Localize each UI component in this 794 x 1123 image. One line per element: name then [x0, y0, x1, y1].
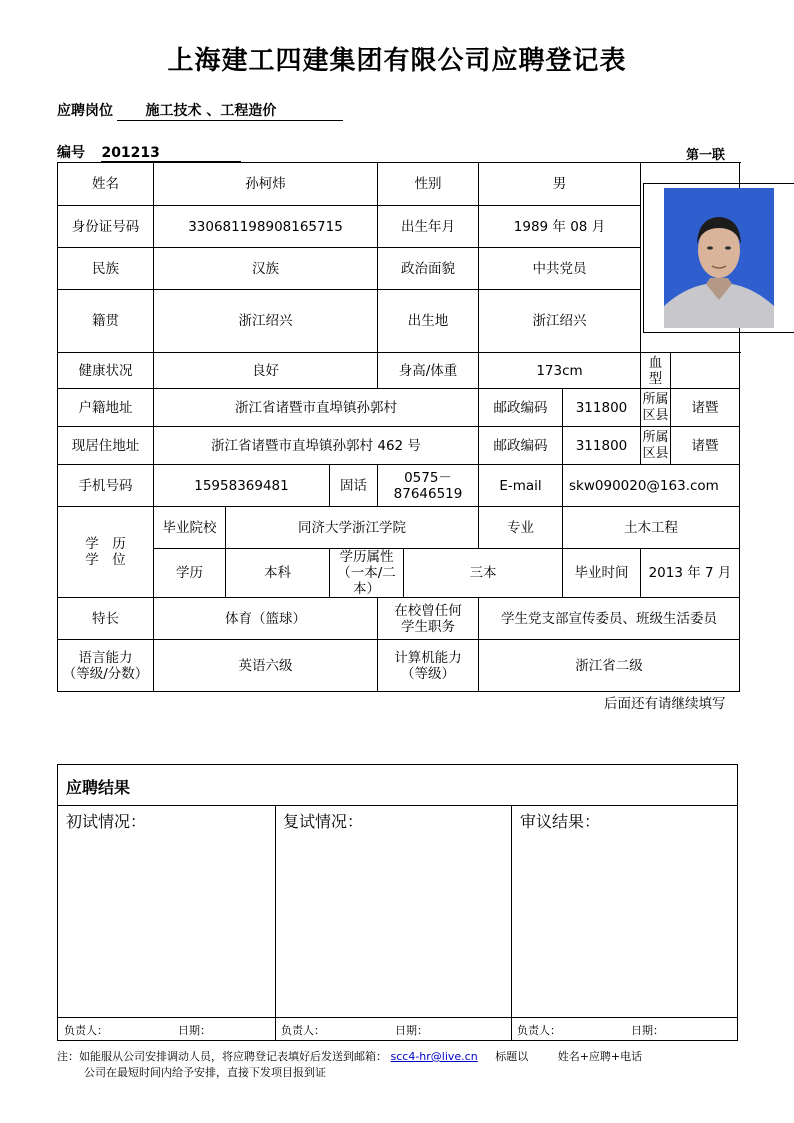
degree-type-label-1: 学历属性: [339, 549, 394, 565]
post-label-1: 在校曾任何: [394, 602, 462, 619]
continue-note: 后面还有请继续填写: [604, 696, 726, 712]
ethnic-label: 民族: [58, 248, 154, 290]
position-row: [57, 100, 343, 121]
lang-value[interactable]: 英语六级: [154, 640, 378, 692]
hukou-postcode-value[interactable]: 311800: [563, 389, 641, 427]
grad-label: 毕业时间: [563, 549, 641, 598]
post-label-2: 学生职务: [401, 618, 455, 635]
skill-label: 特长: [58, 598, 154, 640]
second-interview-label: 复试情况：: [283, 812, 364, 831]
person-label-2: 负责人：: [281, 1024, 325, 1037]
hukou-district-value[interactable]: 诸暨: [671, 389, 740, 427]
computer-value[interactable]: 浙江省二级: [479, 640, 740, 692]
school-value[interactable]: 同济大学浙江学院: [226, 507, 479, 549]
degree-type-label-2: （一本/二本）: [337, 565, 396, 597]
address-postcode-label: 邮政编码: [479, 427, 563, 465]
result-divider: [58, 805, 737, 806]
footer-note-line2: 公司在最短时间内给予安排，直接下发项目报到证: [84, 1066, 326, 1079]
health-label: 健康状况: [58, 353, 154, 389]
tel-value[interactable]: 0575－87646519: [378, 465, 479, 507]
computer-label: [378, 640, 479, 692]
lang-label-1: 语言能力: [78, 649, 133, 666]
birthplace-value[interactable]: 浙江绍兴: [479, 290, 641, 353]
native-label: 籍贯: [58, 290, 154, 353]
address-value[interactable]: 浙江省诸暨市直埠镇孙郭村 462 号: [154, 427, 479, 465]
id-label: 身份证号码: [58, 206, 154, 248]
politics-value[interactable]: 中共党员: [479, 248, 641, 290]
lang-label-2: （等级/分数）: [62, 665, 149, 682]
date-label-2: 日期：: [395, 1024, 428, 1037]
email-label: E-mail: [479, 465, 563, 507]
post-value[interactable]: 学生党支部宣传委员、班级生活委员: [479, 598, 740, 640]
gender-value[interactable]: 男: [479, 163, 641, 206]
first-interview-label: 初试情况：: [66, 812, 147, 831]
education-label: [58, 507, 154, 598]
number-value[interactable]: 201213: [101, 145, 241, 162]
tel-label: 固话: [330, 465, 378, 507]
photo-cell: [641, 163, 740, 353]
ethnic-value[interactable]: 汉族: [154, 248, 378, 290]
position-label: 应聘岗位: [57, 103, 113, 119]
skill-value[interactable]: 体育（篮球）: [154, 598, 378, 640]
education-label-2: 学 位: [85, 552, 126, 568]
number-row: [57, 142, 241, 162]
photo-frame: [643, 183, 794, 333]
footer-divider: [58, 1017, 737, 1018]
gender-label: 性别: [378, 163, 479, 206]
computer-label-1: 计算机能力: [394, 649, 462, 666]
politics-label: 政治面貌: [378, 248, 479, 290]
school-label: 毕业院校: [154, 507, 226, 549]
review-result-label: 审议结果：: [520, 812, 601, 831]
major-value[interactable]: 土木工程: [563, 507, 740, 549]
column-divider-2: [511, 805, 512, 1040]
hukou-value[interactable]: 浙江省诸暨市直埠镇孙郭村: [154, 389, 479, 427]
address-district-value[interactable]: 诸暨: [671, 427, 740, 465]
post-label: [378, 598, 479, 640]
footer-note-text: 注：如能服从公司安排调动人员，将应聘登记表填好后发送到邮箱：: [57, 1050, 387, 1063]
copy-label: 第一联: [686, 148, 726, 163]
registration-table: [57, 162, 740, 692]
email-value[interactable]: skw090020@163.com: [563, 465, 740, 507]
name-value[interactable]: 孙柯炜: [154, 163, 378, 206]
computer-label-2: （等级）: [401, 665, 455, 682]
hukou-district-label: 所属区县: [641, 389, 671, 427]
degree-value[interactable]: 本科: [226, 549, 330, 598]
phone-label: 手机号码: [58, 465, 154, 507]
blood-value[interactable]: [671, 353, 740, 389]
hukou-postcode-label: 邮政编码: [479, 389, 563, 427]
birth-value[interactable]: 1989 年 08 月: [479, 206, 641, 248]
footer-subject-label: 标题以: [495, 1050, 529, 1063]
education-label-1: 学 历: [85, 536, 126, 552]
lang-label: [58, 640, 154, 692]
person-label-1: 负责人：: [64, 1024, 108, 1037]
major-label: 专业: [479, 507, 563, 549]
degree-label: 学历: [154, 549, 226, 598]
hr-email-link[interactable]: scc4-hr@live.cn: [390, 1050, 478, 1063]
grad-value[interactable]: 2013 年 7 月: [641, 549, 740, 598]
health-value[interactable]: 良好: [154, 353, 378, 389]
degree-type-value[interactable]: 三本: [404, 549, 563, 598]
degree-type-label: [330, 549, 404, 598]
date-label-1: 日期：: [178, 1024, 211, 1037]
blood-label: 血型: [641, 353, 671, 389]
hukou-label: 户籍地址: [58, 389, 154, 427]
footer-note-line1: [57, 1048, 642, 1064]
id-value[interactable]: 330681198908165715: [154, 206, 378, 248]
footer-subject-format: 姓名+应聘+电话: [557, 1050, 643, 1063]
page-title: 上海建工四建集团有限公司应聘登记表: [167, 46, 627, 76]
birth-label: 出生年月: [378, 206, 479, 248]
height-value[interactable]: 173cm: [479, 353, 641, 389]
height-label: 身高/体重: [378, 353, 479, 389]
name-label: 姓名: [58, 163, 154, 206]
person-label-3: 负责人：: [517, 1024, 561, 1037]
native-value[interactable]: 浙江绍兴: [154, 290, 378, 353]
result-box: [57, 764, 738, 1041]
date-label-3: 日期：: [631, 1024, 664, 1037]
column-divider-1: [275, 805, 276, 1040]
position-value[interactable]: 施工技术 、工程造价: [117, 100, 343, 121]
birthplace-label: 出生地: [378, 290, 479, 353]
number-label: 编号: [57, 145, 85, 161]
address-label: 现居住地址: [58, 427, 154, 465]
applicant-photo: [664, 188, 774, 328]
phone-value[interactable]: 15958369481: [154, 465, 330, 507]
result-title: 应聘结果: [66, 778, 131, 797]
address-postcode-value[interactable]: 311800: [563, 427, 641, 465]
address-district-label: 所属区县: [641, 427, 671, 465]
